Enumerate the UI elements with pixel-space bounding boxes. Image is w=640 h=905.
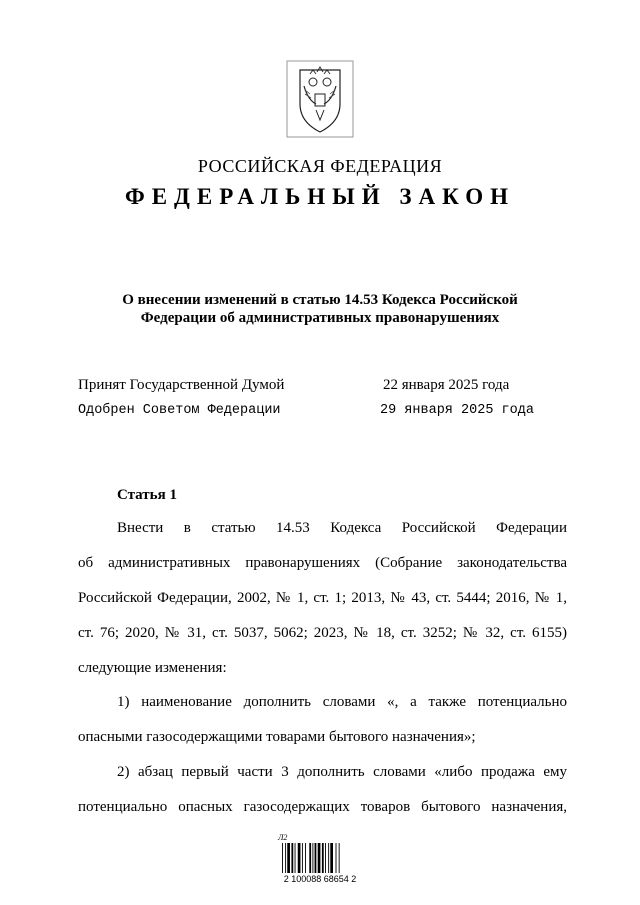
country-name: РОССИЙСКАЯ ФЕДЕРАЦИЯ <box>197 156 443 176</box>
article-line: Внести в статью 14.53 Кодекса Российской Федерации <box>117 520 567 536</box>
subject-line: О внесении изменений в статью 14.53 Кодекса Российской <box>122 292 518 308</box>
document-type: ФЕДЕРАЛЬНЫЙ ЗАКОН <box>124 184 516 209</box>
barcode-number: 2 100088 68654 2 <box>283 874 357 884</box>
council-label: Одобрен Советом Федерации <box>78 403 281 418</box>
duma-date: 22 января 2025 года <box>383 377 510 393</box>
article-line: опасными газосодержащими товарами бытового назначения»; <box>78 729 476 745</box>
article-line: ст. 76; 2020, № 31, ст. 5037, 5062; 2023, № 18, ст. 3252; № 32, ст. 6155) <box>78 625 567 641</box>
coat-of-arms-icon <box>286 60 354 138</box>
subject-line: Федерации об административных правонарушениях <box>140 310 500 326</box>
duma-label: Принят Государственной Думой <box>78 377 285 393</box>
article-line: 2) абзац первый части 3 дополнить словами «либо продажа ему <box>117 764 567 780</box>
article-line: об административных правонарушениях (Собрание законодательства <box>78 555 567 571</box>
article-line: следующие изменения: <box>78 660 227 676</box>
barcode-mark: Л2 <box>278 833 288 842</box>
article-line: потенциально опасных газосодержащих товаров бытового назначения, <box>78 799 567 815</box>
barcode-icon <box>280 843 360 873</box>
article-title: Статья 1 <box>117 487 177 503</box>
council-date: 29 января 2025 года <box>380 403 534 418</box>
article-line: 1) наименование дополнить словами «, а также потенциально <box>117 694 567 710</box>
article-line: Российской Федерации, 2002, № 1, ст. 1; 2013, № 43, ст. 5444; 2016, № 1, <box>78 590 567 606</box>
document-barcode <box>278 833 360 884</box>
law-subject <box>100 291 540 327</box>
